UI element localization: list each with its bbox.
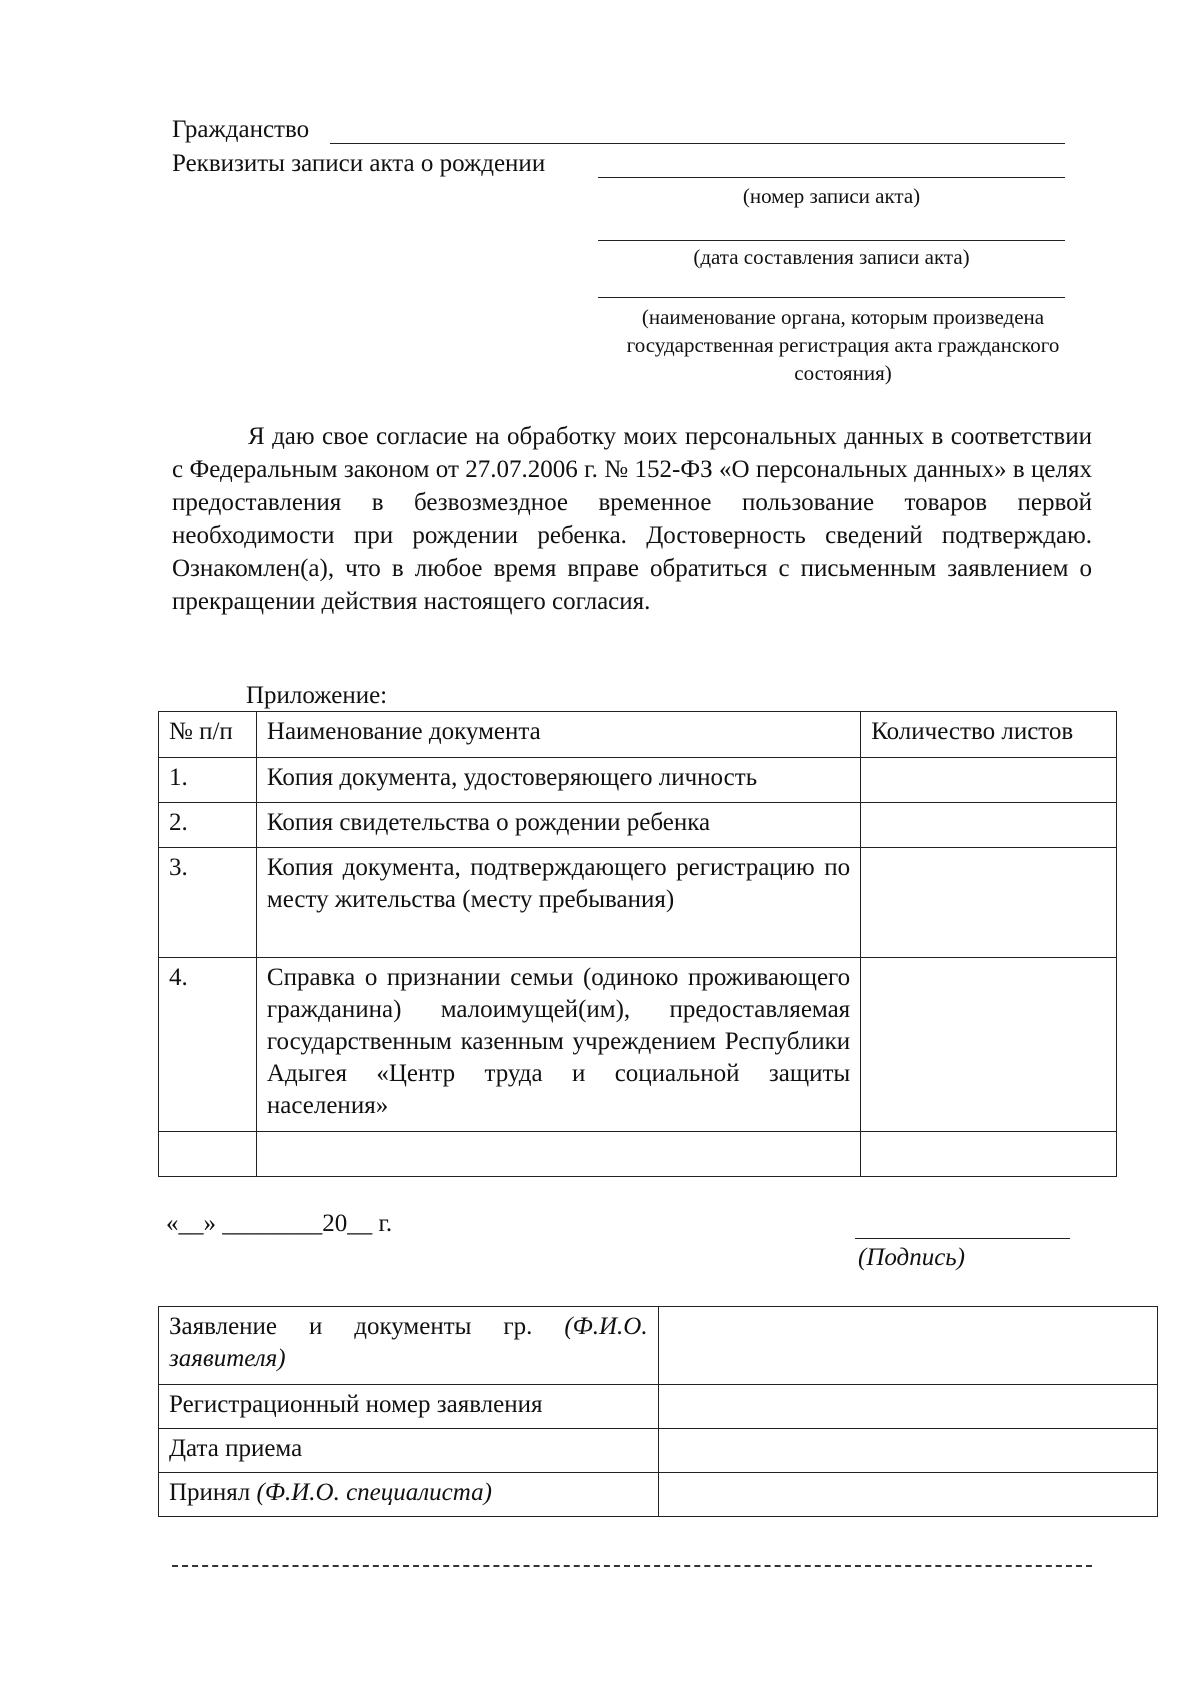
record-date-field-line[interactable] — [598, 240, 1065, 241]
office-row-date — [159, 1429, 1158, 1473]
table-row-empty — [159, 1132, 1117, 1177]
authority-field-line[interactable] — [598, 297, 1065, 298]
row-number-empty[interactable] — [159, 1132, 257, 1177]
row-number: 1. — [159, 758, 257, 803]
record-number-field-line[interactable] — [598, 177, 1065, 178]
row-number: 4. — [159, 958, 257, 1132]
office-label-applicant — [159, 1307, 659, 1385]
office-row-accepted-by — [159, 1473, 1158, 1517]
office-label-text: Регистрационный номер заявления — [169, 1391, 543, 1418]
header-cell-sheets: Количество листов — [861, 712, 1117, 758]
office-row-registration-number — [159, 1385, 1158, 1429]
row-number: 2. — [159, 803, 257, 848]
row-sheets-cell[interactable] — [861, 803, 1117, 848]
office-label-italic: (Ф.И.О. заявителя) — [169, 1313, 648, 1372]
office-label-date — [159, 1429, 659, 1473]
signature-line[interactable] — [855, 1238, 1070, 1239]
table-row — [159, 803, 1117, 848]
authority-caption: (наименование органа, которым произведена государственная регистрация акта гражданского состояния) — [626, 305, 1060, 385]
office-label-text: Дата приема — [169, 1435, 303, 1462]
row-document-name: Справка о признании семьи (одиноко проживающего гражданина) малоимущей(им), предоставляемая государственным казенным учреждением Республики Адыгея «Центр труда и социальной защиты населения» — [256, 958, 860, 1132]
office-label-text: Заявление и документы гр. — [169, 1313, 565, 1340]
row-document-name: Копия свидетельства о рождении ребенка — [256, 803, 860, 848]
office-label-italic: (Ф.И.О. специалиста) — [256, 1479, 492, 1506]
header-cell-number: № п/п — [159, 712, 257, 758]
citizenship-label: Гражданство — [172, 116, 310, 143]
citizenship-field-line[interactable] — [330, 143, 1065, 144]
row-document-name-empty[interactable] — [256, 1132, 860, 1177]
consent-paragraph: Я даю свое согласие на обработку моих персональных данных в соответствии с Федеральным законом от 27.07.2006 г. № 152-ФЗ «О персональных данных» в целях предоставления в безвозмездное временное пользование товаров первой необходимости при рождении ребенка. Достоверность сведений подтверждаю. Ознакомлен(а), что в любое время вправе обратиться с письменным заявлением о прекращении действия настоящего согласия. — [172, 423, 1092, 615]
row-document-name: Копия документа, подтверждающего регистрацию по месту жительства (месту пребывания) — [256, 848, 860, 958]
birth-record-label: Реквизиты записи акта о рождении — [172, 150, 546, 177]
record-number-caption: (номер записи акта) — [742, 184, 921, 208]
row-number: 3. — [159, 848, 257, 958]
row-sheets-cell-empty[interactable] — [861, 1132, 1117, 1177]
row-sheets-cell[interactable] — [861, 848, 1117, 958]
office-value-applicant[interactable] — [658, 1307, 1157, 1385]
cut-line-divider — [172, 1565, 1092, 1567]
office-value-registration-number[interactable] — [658, 1385, 1157, 1429]
row-sheets-cell[interactable] — [861, 758, 1117, 803]
signature-caption: (Подпись) — [858, 1244, 965, 1271]
header-cell-document-name: Наименование документа — [256, 712, 860, 758]
office-label-accepted-by — [159, 1473, 659, 1517]
office-value-date[interactable] — [658, 1429, 1157, 1473]
table-row — [159, 958, 1117, 1132]
office-label-text: Принял — [169, 1479, 257, 1506]
record-date-caption: (дата составления записи акта) — [693, 245, 970, 269]
office-table — [158, 1306, 1158, 1517]
table-row — [159, 848, 1117, 958]
office-value-accepted-by[interactable] — [658, 1473, 1157, 1517]
attachments-title: Приложение: — [246, 682, 388, 709]
attachments-table — [158, 711, 1117, 1177]
office-label-registration-number — [159, 1385, 659, 1429]
table-row — [159, 758, 1117, 803]
table-header-row — [159, 712, 1117, 758]
office-row-applicant — [159, 1307, 1158, 1385]
row-document-name: Копия документа, удостоверяющего личность — [256, 758, 860, 803]
date-line[interactable]: «__» ________20__ г. — [166, 1210, 393, 1237]
row-sheets-cell[interactable] — [861, 958, 1117, 1132]
